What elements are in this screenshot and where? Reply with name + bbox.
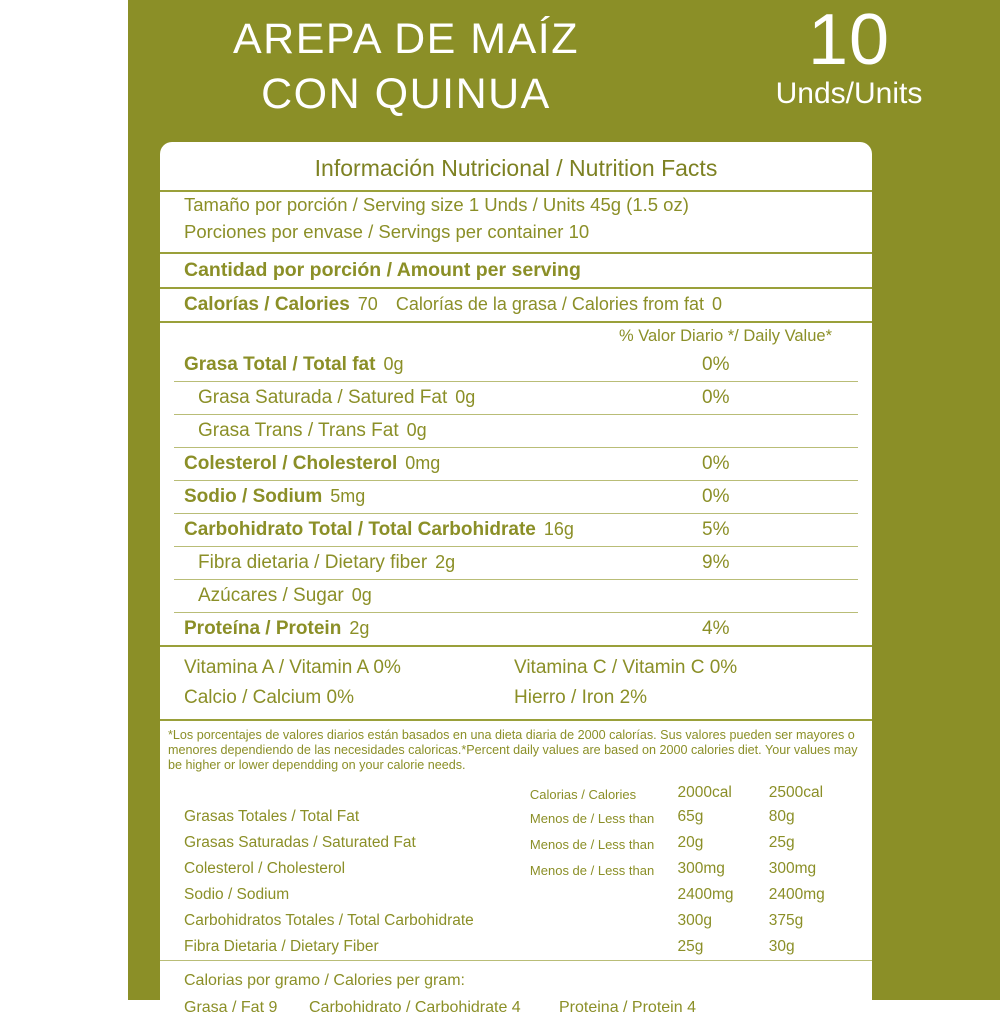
- nutrient-value: 2g: [349, 617, 370, 638]
- dv-row-name: Grasas Totales / Total Fat: [184, 807, 360, 825]
- dv-row-2500: 300mg: [768, 859, 817, 877]
- amount-per-serving-heading: Cantidad por porción / Amount per serving: [184, 258, 581, 281]
- vitamin-a-value: 0%: [373, 656, 401, 678]
- calories-value: 70: [357, 293, 378, 314]
- nutrient-label: Fibra dietaria / Dietary fiber: [198, 551, 428, 573]
- dv-row-2000: 25g: [677, 937, 704, 955]
- table-row: [174, 856, 858, 882]
- dv-row-name: Fibra Dietaria / Dietary Fiber: [184, 937, 379, 955]
- nutrient-daily-value: 0%: [702, 386, 730, 408]
- nutrient-value: 0mg: [405, 452, 441, 473]
- table-header-2000: 2000cal: [677, 783, 732, 801]
- calcium-line: [184, 683, 514, 713]
- vitamin-c-line: [514, 653, 844, 683]
- table-row: [174, 934, 858, 960]
- nutrient-row: [174, 613, 858, 645]
- nutrient-daily-value: 0%: [702, 353, 730, 375]
- calories-from-fat-label: Calorías de la grasa / Calories from fat: [395, 293, 704, 314]
- calories-label: Calorías / Calories: [184, 293, 350, 315]
- nutrient-daily-value: 9%: [702, 551, 730, 573]
- dv-row-2000: 65g: [677, 807, 704, 825]
- dv-row-less-than: Menos de / Less than: [529, 862, 655, 878]
- label-header: [128, 0, 1000, 142]
- nutrient-value: 5mg: [330, 485, 366, 506]
- calories-row: [174, 289, 858, 321]
- iron-label: Hierro / Iron: [514, 686, 615, 708]
- nutrient-label: Grasa Total / Total fat: [184, 353, 376, 375]
- vitamin-c-label: Vitamina C / Vitamin C: [514, 656, 705, 678]
- nutrient-value: 0g: [455, 386, 476, 407]
- vitamin-c-value: 0%: [709, 656, 738, 678]
- table-header-calories: Calorias / Calories: [529, 786, 637, 802]
- cpg-fat: Grasa / Fat 9: [184, 998, 278, 1016]
- nutrient-row: [174, 514, 858, 546]
- cpg-protein: Proteina / Protein 4: [559, 998, 696, 1016]
- unit-count-number: 10: [807, 0, 891, 80]
- serving-size-line: Tamaño por porción / Serving size 1 Unds / Units 45g (1.5 oz): [184, 194, 689, 215]
- nutrient-daily-value: 5%: [702, 518, 730, 540]
- dv-row-2000: 300g: [677, 911, 713, 929]
- nutrition-facts-title: Información Nutricional / Nutrition Facts: [314, 155, 718, 181]
- table-row: [174, 908, 858, 934]
- dv-row-2000: 2400mg: [677, 885, 734, 903]
- nutrient-label: Colesterol / Cholesterol: [184, 452, 398, 474]
- table-header-2500: 2500cal: [768, 783, 824, 801]
- table-row: [174, 804, 858, 830]
- dv-row-name: Carbohidratos Totales / Total Carbohidrate: [184, 911, 474, 929]
- nutrient-row: [174, 349, 858, 381]
- servings-per-container-line: Porciones por envase / Servings per container 10: [184, 220, 590, 242]
- nutrient-label: Grasa Trans / Trans Fat: [198, 419, 399, 441]
- nutrient-label: Proteína / Protein: [184, 617, 342, 639]
- calories-from-fat-value: 0: [711, 293, 722, 314]
- dv-row-less-than: [528, 908, 676, 934]
- dv-row-2000: 20g: [677, 833, 704, 851]
- product-title: [156, 12, 656, 122]
- calories-per-gram-values: [184, 993, 858, 1020]
- nutrient-label: Sodio / Sodium: [184, 485, 323, 507]
- calories-per-gram-block: [174, 961, 858, 1024]
- nutrient-label: Azúcares / Sugar: [198, 584, 344, 606]
- nutrition-facts-panel: [160, 142, 872, 1036]
- daily-value-table: [174, 780, 858, 960]
- nutrient-value: 2g: [435, 551, 456, 572]
- dv-row-2500: 25g: [768, 833, 795, 851]
- table-row: [174, 830, 858, 856]
- product-title-line: AREPA DE MAÍZ: [232, 15, 580, 63]
- nutrient-value: 0g: [383, 353, 404, 374]
- dv-row-less-than: Menos de / Less than: [529, 836, 655, 852]
- calories-per-gram-title: Calorias por gramo / Calories per gram:: [184, 971, 465, 989]
- nutrient-label: Carbohidrato Total / Total Carbohidrate: [184, 518, 536, 540]
- cpg-carbohydrate: Carbohidrato / Carbohidrate 4: [309, 998, 521, 1016]
- nutrient-row: [174, 415, 858, 447]
- nutrient-daily-value: 0%: [702, 452, 730, 474]
- nutrient-label: Grasa Saturada / Satured Fat: [198, 386, 448, 408]
- nutrient-row: [174, 580, 858, 612]
- vitamin-a-line: [184, 653, 514, 683]
- vitamins-block: [174, 647, 858, 719]
- dv-row-name: Colesterol / Cholesterol: [184, 859, 346, 877]
- daily-value-header: % Valor Diario */ Daily Value*: [618, 326, 832, 345]
- table-header-blank: [174, 780, 528, 804]
- nutrient-row: [174, 547, 858, 579]
- serving-info: [174, 192, 858, 252]
- iron-line: [514, 683, 844, 713]
- dv-row-2500: 80g: [768, 807, 795, 825]
- nutrient-row: [174, 481, 858, 513]
- dv-row-2000: 300mg: [677, 859, 725, 877]
- dv-row-less-than: Menos de / Less than: [529, 810, 655, 826]
- dv-row-name: Grasas Saturadas / Saturated Fat: [184, 833, 416, 851]
- vitamins-column-right: [514, 653, 844, 713]
- nutrient-row: [174, 448, 858, 480]
- nutrition-label-card: [128, 0, 1000, 1016]
- unit-count-label: Unds/Units: [775, 77, 923, 111]
- calcium-value: 0%: [326, 686, 355, 708]
- nutrient-row: [174, 382, 858, 414]
- nutrient-daily-value: 0%: [702, 485, 730, 507]
- nutrient-rows: [160, 349, 872, 645]
- dv-row-2500: 2400mg: [768, 885, 825, 903]
- nutrient-value: 0g: [406, 419, 427, 440]
- dv-row-2500: 375g: [768, 911, 804, 929]
- dv-row-less-than: [528, 934, 676, 960]
- table-row: [174, 882, 858, 908]
- product-title-line: CON QUINUA: [261, 70, 551, 119]
- unit-count-block: [734, 0, 964, 112]
- nutrient-daily-value: 4%: [702, 617, 730, 639]
- daily-value-footnote: *Los porcentajes de valores diarios están basados en una dieta diaria de 2000 calorías. Sus valores pueden ser mayores o menores dependiendo de las necesidades caloricas.*Percent daily values are based on 2000 calories diet. Your values may be higher or lower dependding on your calorie needs.: [168, 727, 858, 773]
- nutrient-value: 0g: [351, 584, 372, 605]
- vitamin-a-label: Vitamina A / Vitamin A: [184, 656, 369, 678]
- calcium-label: Calcio / Calcium: [184, 686, 322, 708]
- dv-row-name: Sodio / Sodium: [184, 885, 290, 903]
- table-header-row: [174, 780, 858, 804]
- dv-row-2500: 30g: [768, 937, 795, 955]
- dv-row-less-than: [528, 882, 676, 908]
- nutrient-value: 16g: [543, 518, 574, 539]
- iron-value: 2%: [619, 686, 648, 708]
- vitamins-column-left: [184, 653, 514, 713]
